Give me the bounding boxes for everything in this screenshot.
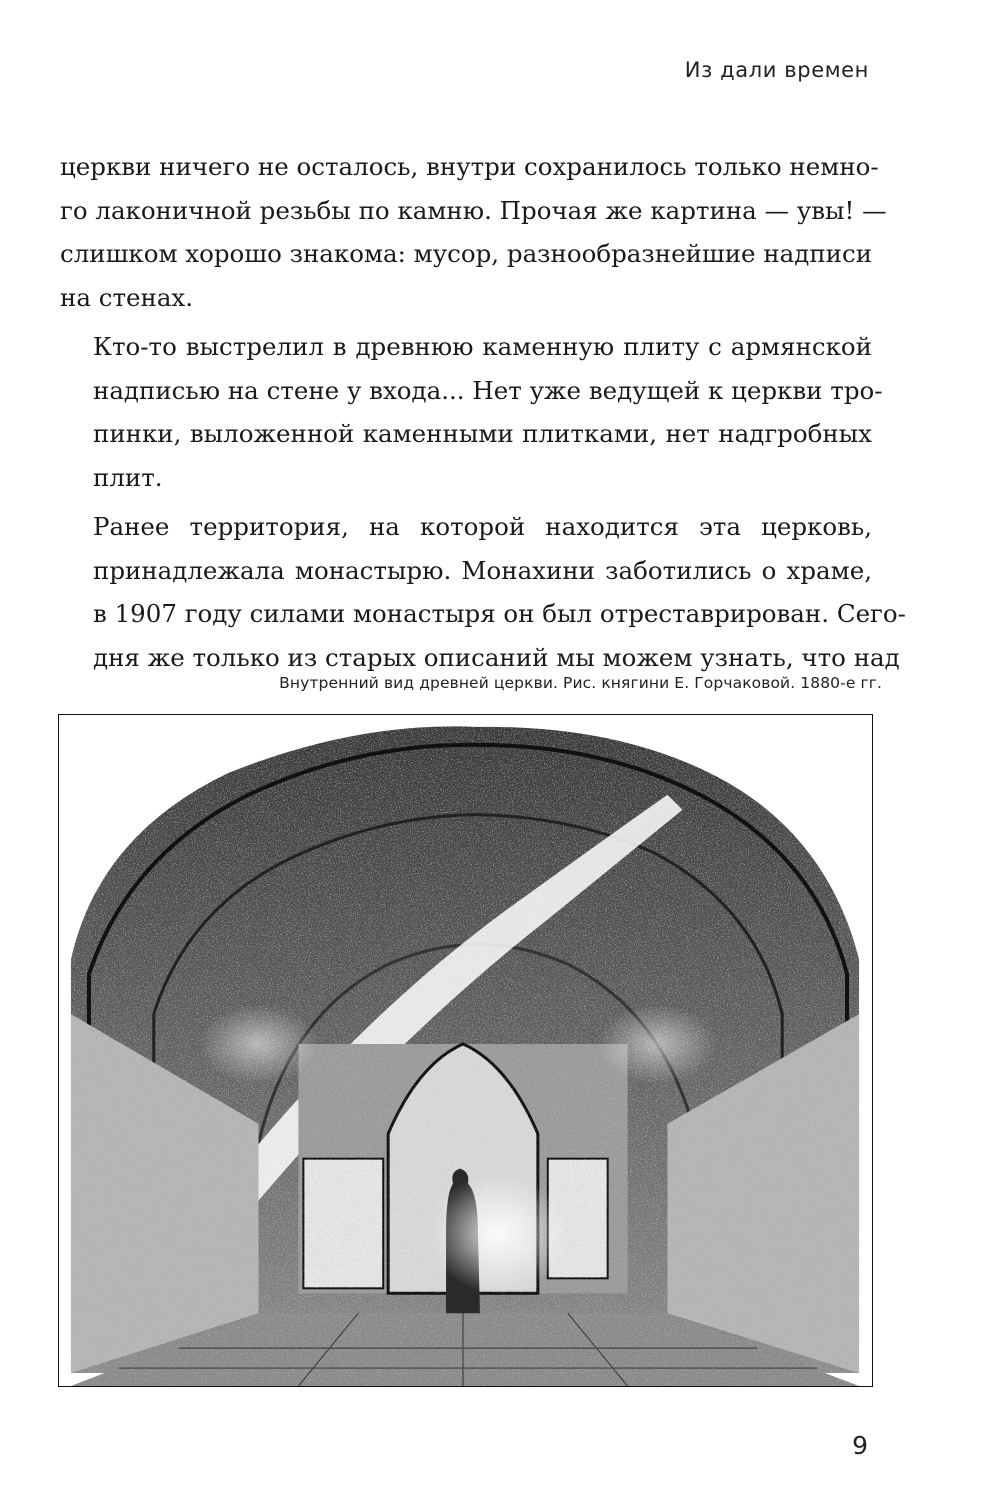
left-panel-texture (303, 1159, 383, 1289)
paragraph-3 (60, 505, 906, 679)
text-line: принадлежала монастырю. Монахини заботились о храме, (93, 555, 872, 585)
text-line: го лаконичной резьбы по камню. Прочая же картина — увы! — (60, 195, 887, 225)
text-line: церкви ничего не осталось, внутри сохранилось только немно- (60, 152, 879, 181)
vault-glow-left (199, 1004, 319, 1084)
paragraph-2 (60, 325, 883, 499)
text-line: на стенах. (60, 282, 194, 312)
paragraph-1 (60, 145, 887, 319)
page-number: 9 (852, 1431, 868, 1460)
text-line: плит. (93, 462, 163, 492)
figure-caption: Внутренний вид древней церкви. Рис. княгини Е. Горчаковой. 1880-е гг. (279, 674, 882, 692)
text-line: слишком хорошо знакома: мусор, разнообразнейшие надписи (60, 239, 873, 268)
body-text (60, 145, 906, 685)
text-line: в 1907 году силами монастыря он был отреставрирован. Сего- (93, 599, 906, 628)
text-line: надписью на стене у входа... Нет уже ведущей к церкви тро- (93, 375, 883, 405)
running-head: Из дали времен (684, 58, 869, 82)
vault-glow-right (598, 1004, 718, 1084)
text-line: Кто-то выстрелил в древнюю каменную плиту с армянской (93, 332, 872, 361)
text-line: Ранее территория, на которой находится эта церковь, (93, 512, 872, 541)
candle-glow (428, 1174, 568, 1294)
church-interior-drawing (59, 715, 872, 1386)
text-line: дня же только из старых описаний мы можем узнать, что над (93, 642, 900, 672)
church-interior-illustration (58, 714, 873, 1387)
text-line: пинки, выложенной каменными плитками, нет надгробных (93, 419, 872, 448)
